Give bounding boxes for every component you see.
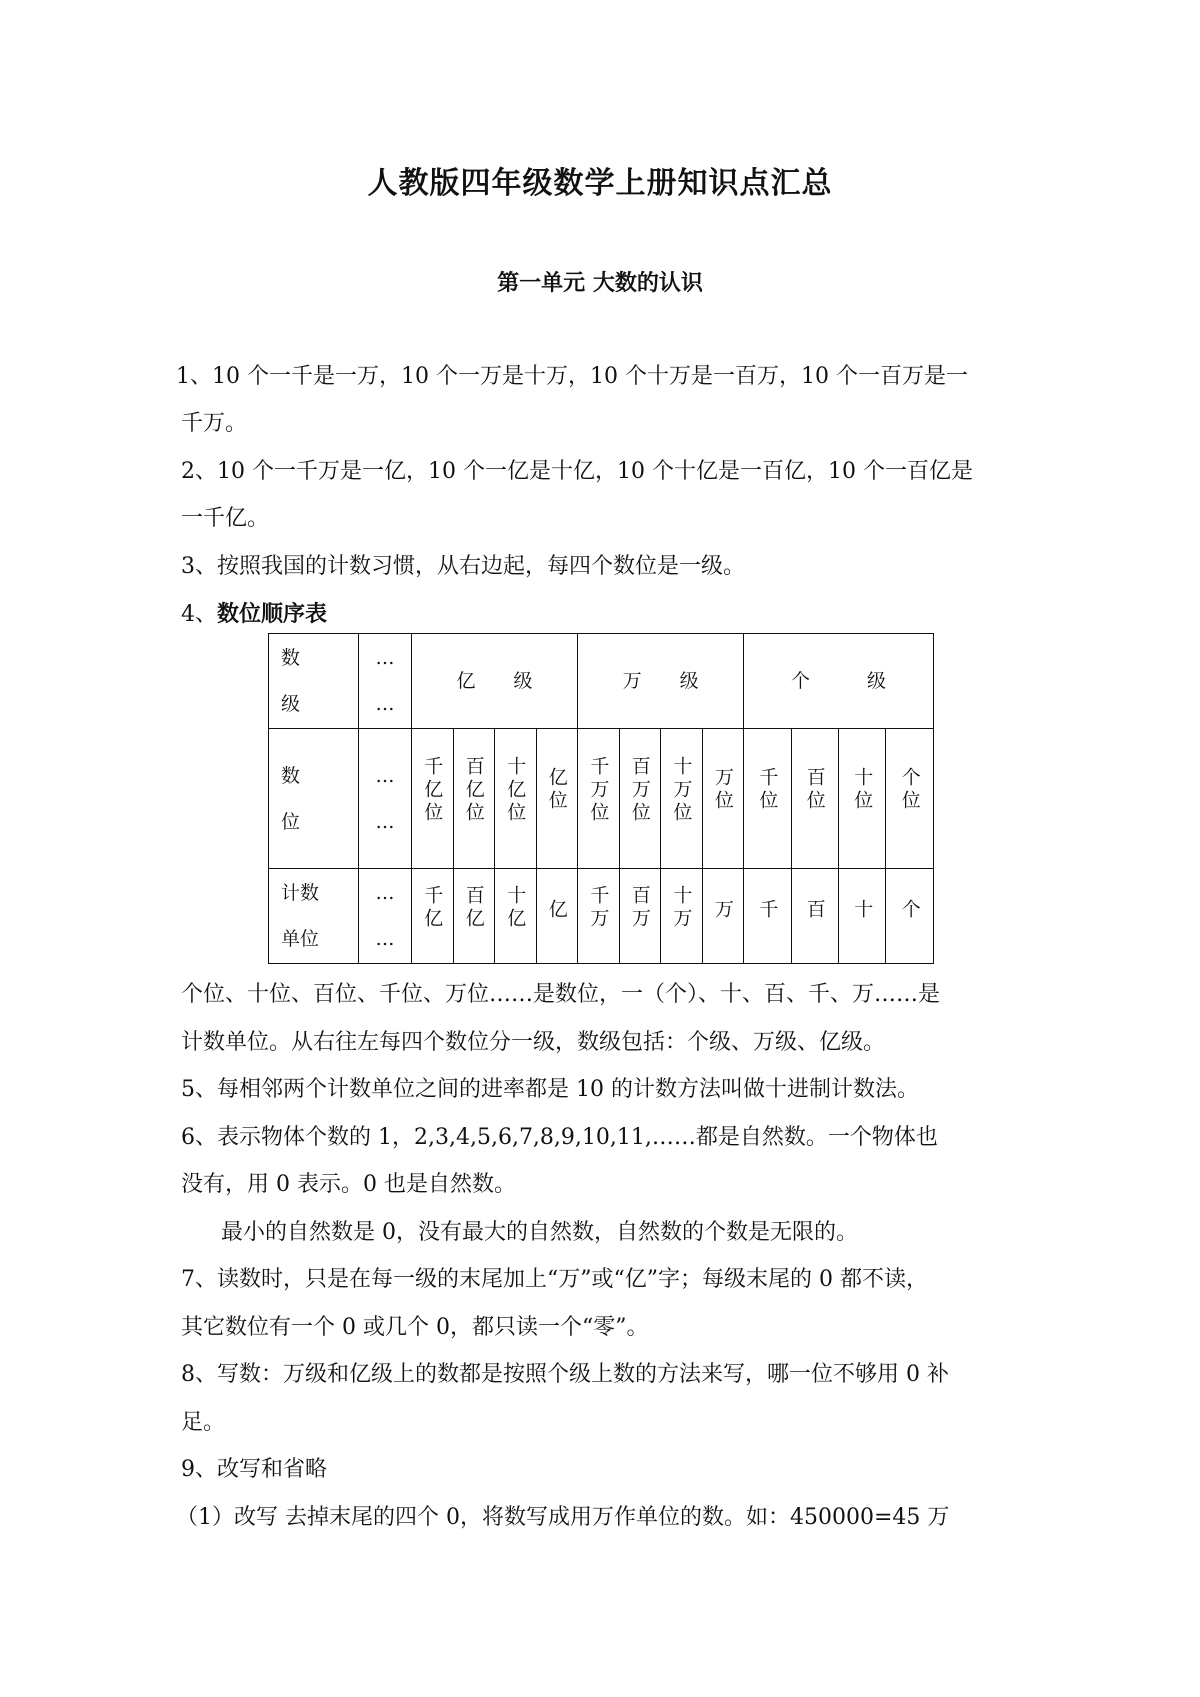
ellipsis: … [375,882,395,904]
unit-text: 百亿 [462,884,485,931]
unit-title: 第一单元 大数的认识 [497,270,703,296]
unit-cell [886,869,934,964]
unit-cell [412,869,454,964]
item-4-number: 4、 [181,602,217,627]
item-4-label: 数位顺序表 [217,601,328,627]
ellipsis: … [375,647,395,669]
place-cell [619,729,661,869]
row-level-label-2: 级 [281,693,301,715]
item-6-line-1: 6、表示物体个数的 1，2,3,4,5,6,7,8,9,10,11,……都是自然数。一个物体也 [181,1125,938,1150]
unit-text: 十 [851,899,874,922]
ellipsis: … [375,764,395,787]
place-ellipsis [359,729,412,869]
unit-cell [791,869,838,964]
place-text: 百位 [803,767,826,813]
row-unit-label-1: 计数 [281,882,320,904]
item-8-line-1: 8、写数：万级和亿级上的数都是按照个级上数的方法来写，哪一位不够用 0 补 [181,1362,949,1387]
unit-text: 千万 [587,884,610,931]
place-text: 百万位 [628,755,651,825]
place-cell [536,729,578,869]
level-ellipsis [359,634,412,729]
level-wan: 万 级 [578,634,744,729]
place-text: 万位 [711,767,734,813]
place-text: 千位 [756,767,779,813]
unit-cell [661,869,703,964]
place-cell [886,729,934,869]
place-cell [744,729,791,869]
item-9: 9、改写和省略 [181,1457,327,1482]
unit-cell [495,869,537,964]
unit-cell [578,869,620,964]
place-cell [702,729,744,869]
place-text: 十亿位 [504,755,527,825]
place-cell [791,729,838,869]
row-level-label [269,634,359,729]
document-title: 人教版四年级数学上册知识点汇总 [367,166,833,201]
unit-cell [619,869,661,964]
item-9-sub-1: （1）改写 去掉末尾的四个 0，将数写成用万作单位的数。如：450000=45 万 [176,1505,950,1530]
unit-text: 百 [803,899,826,922]
unit-text: 千亿 [421,884,444,931]
level-yi: 亿 级 [412,634,578,729]
item-4-note-line-1: 个位、十位、百位、千位、万位……是数位，一（个）、十、百、千、万……是 [181,982,941,1007]
place-text: 百亿位 [462,755,485,825]
row-unit-label-2: 单位 [281,928,320,950]
item-2-line-2: 一千亿。 [181,506,270,531]
place-text: 十位 [851,767,874,813]
unit-text: 十亿 [504,884,527,931]
unit-text: 十万 [670,884,693,931]
unit-text: 万 [711,899,734,922]
unit-cell [744,869,791,964]
place-cell [839,729,886,869]
item-4-heading [181,600,327,629]
place-value-table [268,633,934,964]
unit-cell [702,869,744,964]
place-text: 千万位 [587,755,610,825]
place-cell [453,729,495,869]
item-2-line-1: 2、10 个一千万是一亿，10 个一亿是十亿，10 个十亿是一百亿，10 个一百亿是 [181,459,973,484]
row-place-label-1: 数 [281,764,301,787]
place-text: 千亿位 [421,755,444,825]
level-ge: 个 级 [744,634,934,729]
unit-cell [839,869,886,964]
place-cell [661,729,703,869]
item-8-line-2: 足。 [181,1410,226,1435]
place-text: 十万位 [670,755,693,825]
item-4-note-line-2: 计数单位。从右往左每四个数位分一级，数级包括：个级、万级、亿级。 [181,1030,886,1055]
item-7-line-1: 7、读数时，只是在每一级的末尾加上“万”或“亿”字；每级末尾的 0 都不读， [181,1267,928,1292]
ellipsis: … [375,810,395,833]
item-5: 5、每相邻两个计数单位之间的进率都是 10 的计数方法叫做十进制计数法。 [181,1077,919,1102]
unit-cell [536,869,578,964]
ellipsis: … [375,928,395,950]
unit-text: 个 [898,899,921,922]
item-7-line-2: 其它数位有一个 0 或几个 0，都只读一个“零”。 [181,1315,649,1340]
unit-text: 百万 [628,884,651,931]
place-cell [578,729,620,869]
item-3: 3、按照我国的计数习惯，从右边起，每四个数位是一级。 [181,554,745,579]
ellipsis: … [375,693,395,715]
unit-text: 千 [756,899,779,922]
place-cell [412,729,454,869]
row-level-label-1: 数 [281,647,301,669]
row-place-label [269,729,359,869]
item-1-line-1: 1、10 个一千是一万，10 个一万是十万，10 个十万是一百万，10 个一百万是一 [176,364,968,389]
unit-cell [453,869,495,964]
row-unit-label [269,869,359,964]
item-6-line-2: 没有，用 0 表示。0 也是自然数。 [181,1172,516,1197]
place-cell [495,729,537,869]
place-text: 亿位 [545,767,568,813]
unit-ellipsis [359,869,412,964]
place-text: 个位 [898,767,921,813]
item-1-line-2: 千万。 [181,411,248,436]
item-6-line-3: 最小的自然数是 0，没有最大的自然数，自然数的个数是无限的。 [221,1220,858,1245]
row-place-label-2: 位 [281,810,301,833]
unit-text: 亿 [545,899,568,922]
